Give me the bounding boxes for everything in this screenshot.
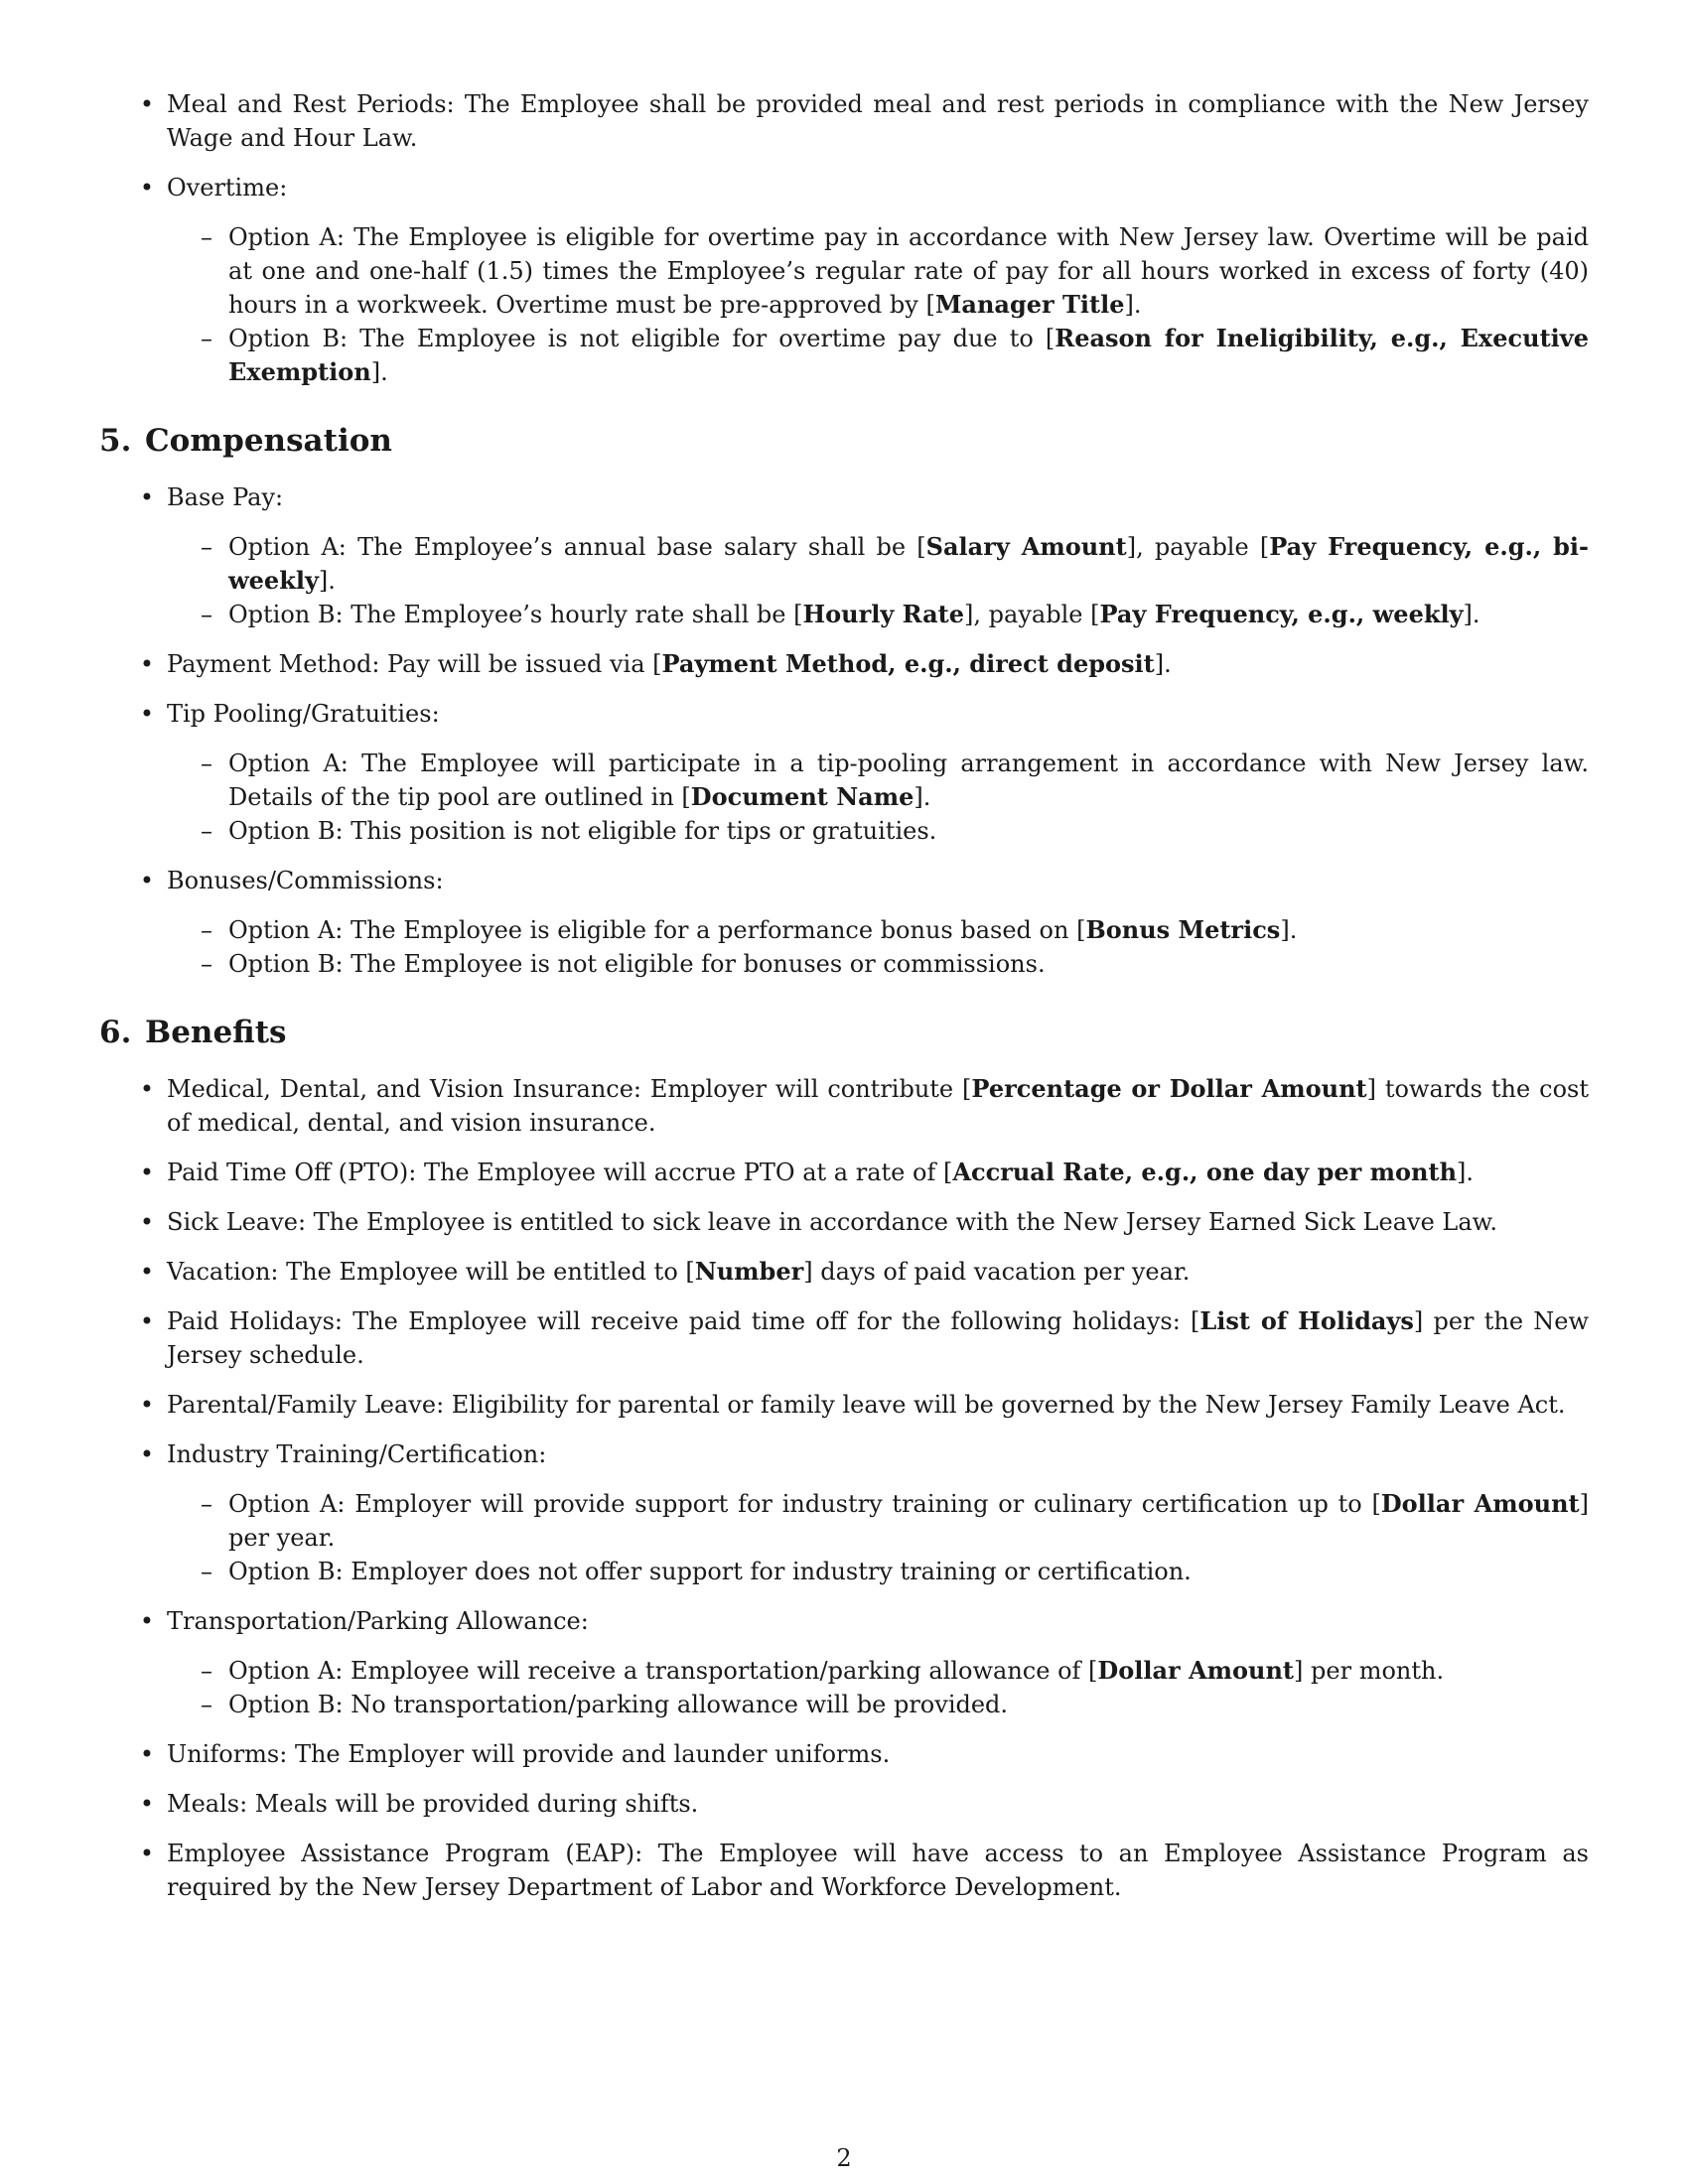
list-item-overtime: [99, 171, 1589, 389]
bullet: •: [139, 1258, 155, 1286]
option-text: ], payable [: [1126, 533, 1270, 561]
dash: –: [201, 1691, 212, 1718]
item-text: Employee Assistance Program (EAP): The Employee will have access to an Employee Assistance Program as required by the New Jersey Department of Labor and Workforce Development.: [167, 1840, 1589, 1901]
bonuses-options: [167, 913, 1589, 981]
dash: –: [201, 750, 212, 777]
placeholder-field: Bonus Metrics: [1085, 915, 1281, 944]
bullet: •: [139, 867, 155, 894]
item-tail: ].: [1457, 1159, 1475, 1186]
list-item-meal-rest: [99, 87, 1589, 155]
item-text: Uniforms: The Employer will provide and launder uniforms.: [167, 1740, 891, 1768]
list-item-eap: [99, 1837, 1589, 1904]
option-text: Option B: The Employee is not eligible for bonuses or commissions.: [228, 950, 1046, 978]
bullet: •: [139, 700, 155, 728]
placeholder-field: Hourly Rate: [802, 600, 965, 628]
option-text: Option A: The Employee’s annual base salary shall be [: [228, 533, 926, 561]
section-number: 5.: [99, 423, 132, 459]
training-option-a: [167, 1487, 1589, 1555]
dash: –: [201, 325, 212, 352]
dash: –: [201, 601, 212, 628]
list-item-base-pay: [99, 480, 1589, 631]
meal-label: Meal and Rest Periods:: [167, 90, 455, 118]
transport-option-a: [167, 1654, 1589, 1688]
page-number: 2: [836, 2144, 852, 2172]
placeholder-field: Dollar Amount: [1097, 1656, 1295, 1685]
meal-text: The Employee shall be provided meal and rest periods in compliance with the New Jersey Wage and Hour Law.: [167, 90, 1589, 152]
placeholder-field: Percentage or Dollar Amount: [971, 1074, 1367, 1103]
item-text: Medical, Dental, and Vision Insurance: Employer will contribute [: [167, 1075, 972, 1103]
document-page: [99, 87, 1589, 1920]
bullet: •: [139, 1159, 155, 1186]
base-pay-option-b: [167, 598, 1589, 631]
training-option-b: [167, 1555, 1589, 1588]
placeholder-field: Payment Method, e.g., direct deposit: [661, 649, 1155, 678]
list-item-training: [99, 1437, 1589, 1588]
placeholder-field: Pay Frequency, e.g., bi-weekly: [228, 532, 1589, 595]
overtime-label: Overtime:: [167, 174, 288, 202]
list-item-holidays: [99, 1304, 1589, 1372]
placeholder-field: Reason for Ineligibility, e.g., Executive Exemption: [228, 324, 1589, 386]
option-text: Option A: Employer will provide support for industry training or culinary certification up to [: [228, 1490, 1381, 1518]
list-item-meals: [99, 1787, 1589, 1821]
list-item-bonuses: [99, 864, 1589, 981]
section-title: Benefits: [145, 1015, 287, 1050]
placeholder-field: Number: [694, 1257, 804, 1286]
overtime-option-a: [167, 220, 1589, 322]
training-label: Industry Training/Certification:: [167, 1440, 547, 1468]
option-text: Option B: Employer does not offer support for industry training or certification.: [228, 1558, 1192, 1585]
placeholder-field: Dollar Amount: [1380, 1489, 1580, 1518]
option-text: Option A: The Employee is eligible for overtime pay in accordance with New Jersey law. Overtime will be paid at one and one-half (1.5) times the Employee’s regular rate of pay for all hours worked in excess of forty (40) hours in a workweek. Overtime must be pre-approved by [: [228, 223, 1589, 319]
option-tail: ].: [1463, 601, 1480, 628]
placeholder-field: List of Holidays: [1199, 1306, 1414, 1335]
overtime-option-b: [167, 322, 1589, 389]
bonuses-option-a: [167, 913, 1589, 947]
tips-option-a: [167, 747, 1589, 814]
option-text: Option A: The Employee will participate in a tip-pooling arrangement in accordance with New Jersey law. Details of the tip pool are outlined in [: [228, 750, 1589, 811]
list-item-transport: [99, 1604, 1589, 1721]
bullet: •: [139, 1790, 155, 1818]
tips-label: Tip Pooling/Gratuities:: [167, 700, 440, 728]
bullet: •: [139, 174, 155, 202]
bullet: •: [139, 1307, 155, 1335]
placeholder-field: Manager Title: [934, 290, 1125, 319]
option-text: Option B: The Employee’s hourly rate shall be [: [228, 601, 803, 628]
base-pay-label: Base Pay:: [167, 483, 284, 511]
compensation-list: [99, 480, 1589, 981]
dash: –: [201, 1558, 212, 1585]
dash: –: [201, 223, 212, 251]
list-item-tips: [99, 697, 1589, 848]
option-tail: ] per year.: [228, 1490, 1589, 1552]
dash: –: [201, 533, 212, 561]
bullet: •: [139, 650, 155, 678]
list-item-vacation: [99, 1255, 1589, 1289]
bullet: •: [139, 1740, 155, 1768]
bonuses-label: Bonuses/Commissions:: [167, 867, 444, 894]
bullet: •: [139, 1391, 155, 1419]
list-item-uniforms: [99, 1737, 1589, 1771]
bullet: •: [139, 1075, 155, 1103]
dash: –: [201, 916, 212, 944]
option-text: Option A: The Employee is eligible for a performance bonus based on [: [228, 916, 1086, 944]
dash: –: [201, 1657, 212, 1685]
placeholder-field: Salary Amount: [925, 532, 1127, 561]
list-item-pto: [99, 1156, 1589, 1189]
dash: –: [201, 1490, 212, 1518]
benefits-list: [99, 1072, 1589, 1904]
option-tail: ].: [914, 783, 931, 811]
option-text: Option B: No transportation/parking allowance will be provided.: [228, 1691, 1009, 1718]
overtime-options: [167, 220, 1589, 389]
training-options: [167, 1487, 1589, 1588]
placeholder-field: Pay Frequency, e.g., weekly: [1099, 600, 1464, 628]
section-number: 6.: [99, 1015, 132, 1050]
option-tail: ] per month.: [1294, 1657, 1445, 1685]
item-tail: ] towards the cost of medical, dental, and vision insurance.: [167, 1075, 1589, 1137]
option-text: ], payable [: [964, 601, 1100, 628]
option-tail: ].: [1124, 291, 1142, 319]
item-text: Paid Holidays: The Employee will receive paid time off for the following holidays: [: [167, 1307, 1200, 1335]
base-pay-option-a: [167, 530, 1589, 598]
bullet: •: [139, 1607, 155, 1635]
bullet: •: [139, 1440, 155, 1468]
item-text: Parental/Family Leave: Eligibility for parental or family leave will be governed by the New Jersey Family Leave Act.: [167, 1391, 1566, 1419]
list-item-insurance: [99, 1072, 1589, 1140]
section-heading-compensation: [99, 421, 1589, 461]
option-tail: ].: [318, 567, 336, 595]
dash: –: [201, 817, 212, 845]
item-tail: ] per the New Jersey schedule.: [167, 1307, 1590, 1369]
placeholder-field: Document Name: [690, 782, 914, 811]
list-item-payment-method: [99, 647, 1589, 681]
transport-option-b: [167, 1688, 1589, 1721]
item-text: Payment Method: Pay will be issued via [: [167, 650, 662, 678]
option-tail: ].: [1280, 916, 1298, 944]
list-item-sick-leave: [99, 1205, 1589, 1239]
section-title: Compensation: [145, 423, 392, 459]
option-text: Option B: This position is not eligible for tips or gratuities.: [228, 817, 937, 845]
option-text: Option B: The Employee is not eligible for overtime pay due to [: [228, 325, 1055, 352]
transport-options: [167, 1654, 1589, 1721]
list-item-family-leave: [99, 1388, 1589, 1422]
item-text: Sick Leave: The Employee is entitled to sick leave in accordance with the New Jersey Earned Sick Leave Law.: [167, 1208, 1497, 1236]
tips-options: [167, 747, 1589, 848]
option-tail: ].: [370, 358, 388, 386]
bullet: •: [139, 483, 155, 511]
dash: –: [201, 950, 212, 978]
section-heading-benefits: [99, 1013, 1589, 1052]
item-text: Meals: Meals will be provided during shifts.: [167, 1790, 699, 1818]
bonuses-option-b: [167, 947, 1589, 981]
item-tail: ] days of paid vacation per year.: [803, 1258, 1191, 1286]
placeholder-field: Accrual Rate, e.g., one day per month: [952, 1158, 1458, 1186]
bullet: •: [139, 1208, 155, 1236]
bullet: •: [139, 1840, 155, 1867]
item-text: Vacation: The Employee will be entitled to [: [167, 1258, 695, 1286]
transport-label: Transportation/Parking Allowance:: [167, 1607, 589, 1635]
option-text: Option A: Employee will receive a transportation/parking allowance of [: [228, 1657, 1098, 1685]
base-pay-options: [167, 530, 1589, 631]
item-text: Paid Time Off (PTO): The Employee will accrue PTO at a rate of [: [167, 1159, 953, 1186]
bullet: •: [139, 90, 155, 118]
item-tail: ].: [1154, 650, 1172, 678]
hours-list: [99, 87, 1589, 389]
tips-option-b: [167, 814, 1589, 848]
